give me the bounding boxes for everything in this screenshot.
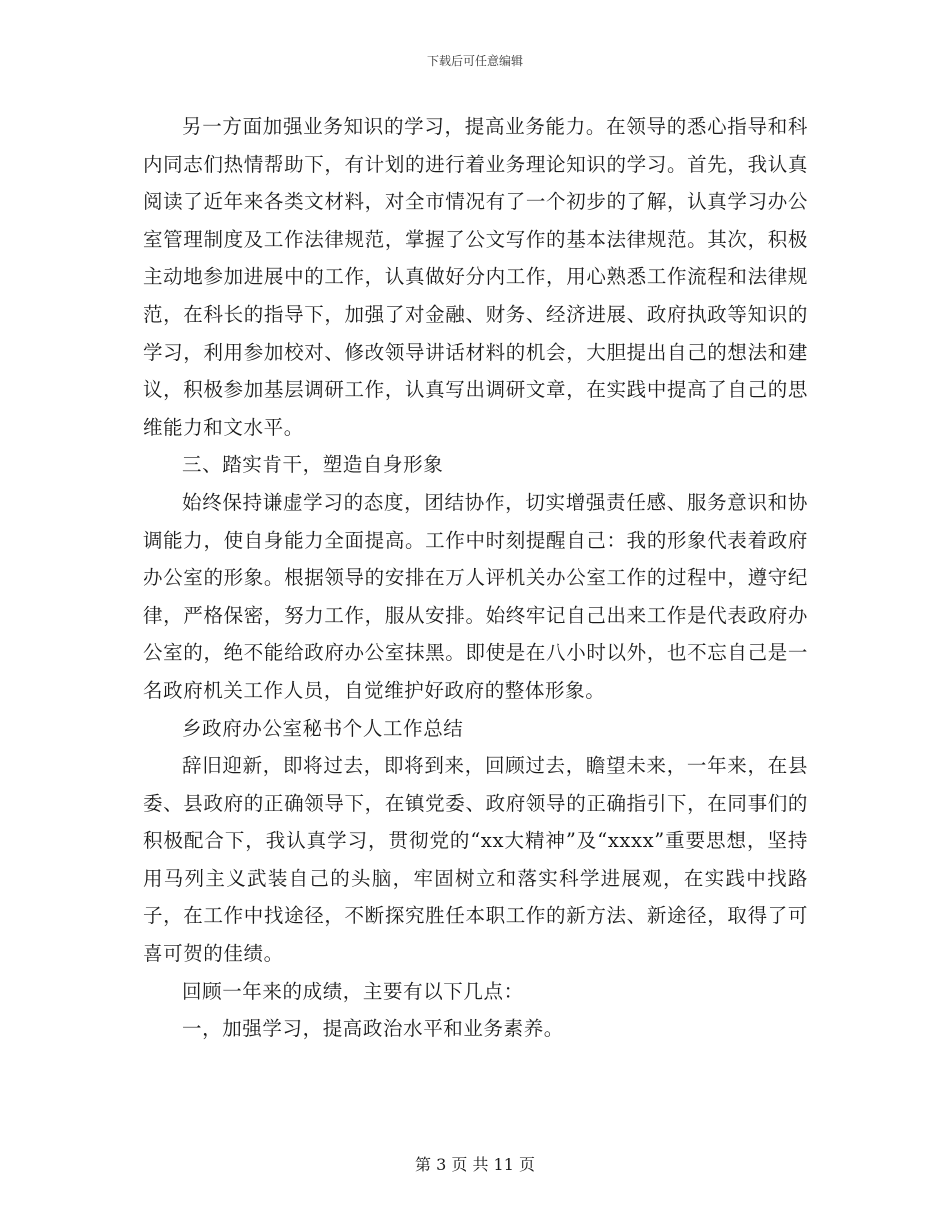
paragraph-year-review: 辞旧迎新，即将过去，即将到来，回顾过去，瞻望未来，一年来，在县委、县政府的正确领导下，在镇党委、政府领导的正确指引下，在同事们的积极配合下，我认真学习，贯彻党的“xx大精神”及“xxxx”重要思想，坚持用马列主义武装自己的头脑，牢固树立和落实科学进展观，在实践中找路子，在工作中找途径，不断探究胜任本职工作的新方法、新途径，取得了可喜可贺的佳绩。 [143, 754, 808, 966]
document-subtitle: 乡政府办公室秘书个人工作总结 [182, 716, 464, 740]
paragraph-business-study: 另一方面加强业务知识的学习，提高业务能力。在领导的悉心指导和科内同志们热情帮助下，有计划的进行着业务理论知识的学习。首先，我认真阅读了近年来各类文材料，对全市情况有了一个初步的了解，认真学习办公室管理制度及工作法律规范，掌握了公文写作的基本法律规范。其次，积极主动地参加进展中的工作，认真做好分内工作，用心熟悉工作流程和法律规范，在科长的指导下，加强了对金融、财务、经济进展、政府执政等知识的学习，利用参加校对、修改领导讲话材料的机会，大胆提出自己的想法和建议，积极参加基层调研工作，认真写出调研文章，在实践中提高了自己的思维能力和文水平。 [143, 115, 808, 439]
paragraph-achievements-intro: 回顾一年来的成绩，主要有以下几点： [182, 979, 524, 1003]
page-header: 下载后可任意编辑 [426, 54, 523, 68]
section-heading-1: 一，加强学习，提高政治水平和业务素养。 [182, 1017, 564, 1041]
section-heading-3: 三、踏实肯干，塑造自身形象 [182, 453, 444, 477]
paragraph-self-image: 始终保持谦虚学习的态度，团结协作，切实增强责任感、服务意识和协调能力，使自身能力全面提高。工作中时刻提醒自己：我的形象代表着政府办公室的形象。根据领导的安排在万人评机关办公室工作的过程中，遵守纪律，严格保密，努力工作，服从安排。始终牢记自己出来工作是代表政府办公室的，绝不能给政府办公室抹黑。即使是在八小时以外，也不忘自己是一名政府机关工作人员，自觉维护好政府的整体形象。 [143, 490, 808, 702]
document-body [143, 108, 808, 1048]
page-footer: 第 3 页 共 11 页 [415, 1155, 535, 1174]
